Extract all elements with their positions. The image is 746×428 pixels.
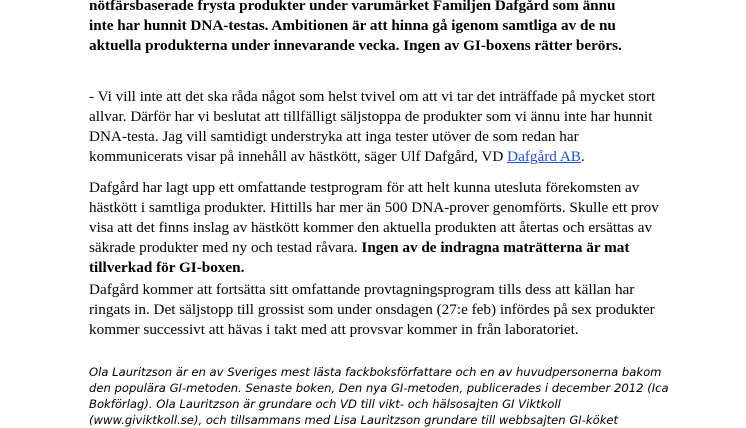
continuation-line: kommer successivt att hävas i takt med att provsvar kommer in från laboratoriet.: [89, 321, 579, 338]
quote-line: allvar. Därför har vi beslutat att tillfälligt säljstoppa de produkter som vi ännu inte har hunnit: [89, 108, 653, 125]
bio-line: Ola Lauritzson är en av Sveriges mest lästa fackboksförfattare och en av huvudpersonerna bakom: [89, 365, 662, 379]
intro-line: inte har hunnit DNA-testas. Ambitionen är att hinna gå igenom samtliga av de nu: [89, 17, 616, 34]
author-bio-paragraph: [89, 364, 669, 428]
intro-bold-paragraph: [89, 0, 669, 56]
testing-line: Dafgård har lagt upp ett omfattande testprogram för att helt kunna utesluta förekomsten av: [89, 179, 640, 196]
bio-line: den populära GI-metoden. Senaste boken, Den nya GI-metoden, publicerades i december 2012 (Ica: [89, 381, 669, 395]
testing-line: hästkött i samtliga produkter. Hittills har mer än 500 DNA-prover genomförts. Skulle ett prov: [89, 199, 659, 216]
quote-end: .: [580, 148, 585, 165]
quote-line: - Vi vill inte att det ska råda något som helst tvivel om att vi tar det inträffade på mycket stort: [89, 88, 656, 105]
bio-line: (www.giviktkoll.se), och tillsammans med Lisa Lauritzson grundare till webbsajten GI-köket: [89, 413, 619, 427]
intro-line: nötfärsbaserade frysta produkter under varumärket Familjen Dafgård som ännu: [89, 0, 616, 14]
quote-line: DNA-testa. Jag vill samtidigt understryka att inga tester utöver de som redan har: [89, 128, 579, 145]
dafgard-ab-link[interactable]: Dafgård AB: [507, 148, 581, 165]
testing-line: visa att det finns inslag av hästkött kommer den aktuella produkten att återtas och ersättas av: [89, 219, 653, 236]
continuation-line: ringats in. Det säljstopp till grossist som under onsdagen (27:e feb) infördes på sex produkter: [89, 301, 655, 318]
testing-normal-text: säkrade produkter med ny och testad råvara.: [89, 239, 362, 256]
intro-line: aktuella produkterna under innevarande vecka. Ingen av GI-boxens rätter berörs.: [89, 37, 622, 54]
quote-line: [89, 147, 669, 167]
quote-paragraph: [89, 87, 669, 167]
bio-line: Bokförlag). Ola Lauritzson är grundare och VD till vikt- och hälsosajten GI Viktkoll: [89, 397, 561, 411]
testing-bold-text: Ingen av de indragna maträtterna är mat: [361, 239, 630, 256]
testing-line: [89, 238, 669, 258]
continuation-paragraph: [89, 280, 669, 340]
testing-bold-line: tillverkad för GI-boxen.: [89, 259, 245, 276]
testing-paragraph: [89, 178, 669, 278]
continuation-line: Dafgård kommer att fortsätta sitt omfattande provtagningsprogram tills dess att källan har: [89, 281, 635, 298]
quote-attribution: kommunicerats visar på innehåll av hästkött, säger Ulf Dafgård, VD: [89, 148, 508, 165]
